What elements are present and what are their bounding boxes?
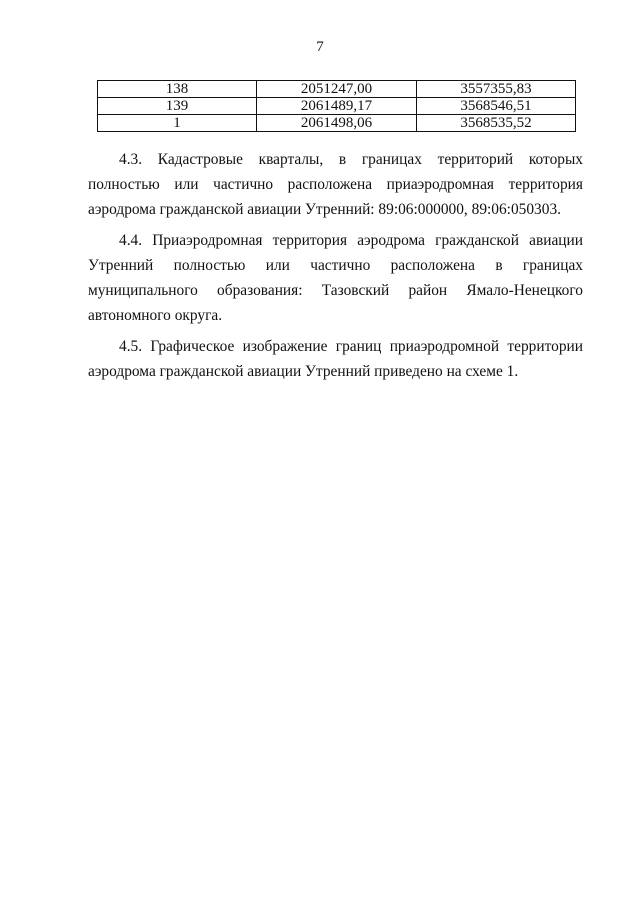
y-coordinate-cell: 3557355,83 [417, 81, 576, 98]
x-coordinate-cell: 2061489,17 [257, 98, 417, 115]
x-coordinate-cell: 2061498,06 [257, 115, 417, 132]
paragraph-4-3: 4.3. Кадастровые кварталы, в границах территорий которых полностью или частично расположена приаэродромная территория аэродрома гражданской авиации Утренний: 89:06:000000, 89:06:050303. [88, 151, 583, 218]
y-coordinate-cell: 3568546,51 [417, 98, 576, 115]
point-number-cell: 1 [98, 115, 257, 132]
paragraph-4-5: 4.5. Графическое изображение границ приаэродромной территории аэродрома гражданской авиации Утренний приведено на схеме 1. [88, 338, 583, 380]
table-row [98, 115, 576, 132]
y-coordinate-cell: 3568535,52 [417, 115, 576, 132]
x-coordinate-cell: 2051247,00 [257, 81, 417, 98]
point-number-cell: 139 [98, 98, 257, 115]
page-number: 7 [316, 39, 324, 55]
table-row [98, 98, 576, 115]
table-row [98, 81, 576, 98]
body-text [88, 147, 583, 390]
point-number-cell: 138 [98, 81, 257, 98]
paragraph-4-4: 4.4. Приаэродромная территория аэродрома гражданской авиации Утренний полностью или частично расположена в границах муниципального образования: Тазовский район Ямало-Ненецкого автономного округа. [88, 232, 583, 324]
coordinates-table [97, 80, 576, 132]
